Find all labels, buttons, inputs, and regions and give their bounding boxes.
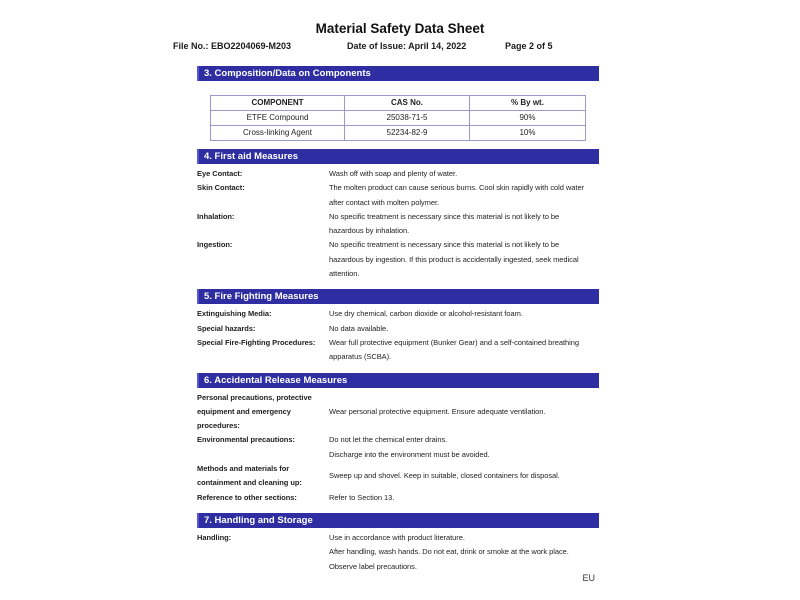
entry-label-line: Methods and materials for: [197, 464, 290, 474]
entry-label-line: containment and cleaning up:: [197, 478, 302, 488]
entry-value: [329, 167, 599, 181]
entry-row: [197, 391, 599, 434]
entry-label: [197, 210, 329, 224]
entry-label-line: Personal precautions, protective: [197, 392, 312, 402]
entry-label: [197, 322, 329, 336]
table-cell: 10%: [470, 126, 586, 141]
entry-label-line: Skin Contact:: [197, 183, 245, 193]
footer-region-mark: EU: [582, 573, 595, 583]
entry-value: [329, 469, 599, 483]
entry-value: [329, 433, 599, 462]
entry-label-line: Reference to other sections:: [197, 492, 297, 502]
table-row: [211, 126, 586, 141]
section-heading-bar: 4. First aid Measures: [197, 149, 599, 164]
entry-value-line: No data available.: [329, 323, 389, 333]
entry-label-line: Inhalation:: [197, 211, 235, 221]
file-number: File No.: EBO2204069-M203: [173, 41, 292, 51]
entry-value-line: Observe label precautions.: [329, 561, 417, 571]
table-header-cell: COMPONENT: [211, 96, 345, 111]
entry-label-line: Environmental precautions:: [197, 435, 295, 445]
sections: [197, 0, 599, 574]
entry-value: [329, 491, 599, 505]
section-heading-bar: 3. Composition/Data on Components: [197, 66, 599, 81]
entry-value-line: Use in accordance with product literature.: [329, 532, 465, 542]
section-entries: [197, 391, 599, 505]
table-cell: 52234-82-9: [345, 126, 470, 141]
entry-label: [197, 307, 329, 321]
table-cell: Cross-linking Agent: [211, 126, 345, 141]
entry-value: [329, 210, 599, 239]
entry-value-line: Wear full protective equipment (Bunker Gear) and a self-contained breathing: [329, 337, 580, 347]
entry-value-line: No specific treatment is necessary since this material is not likely to be: [329, 240, 560, 250]
entry-value-line: after contact with molten polymer.: [329, 197, 440, 207]
entry-label: [197, 391, 329, 434]
entry-row: [197, 531, 599, 574]
entry-label: [197, 167, 329, 181]
page-number: Page 2 of 5: [505, 41, 553, 51]
entry-value-line: Sweep up and shovel. Keep in suitable, closed containers for disposal.: [329, 471, 560, 481]
entry-row: [197, 491, 599, 505]
table-header-cell: % By wt.: [470, 96, 586, 111]
entry-value: [329, 531, 599, 574]
entry-value-line: hazardous by inhalation.: [329, 226, 410, 236]
entry-row: [197, 210, 599, 239]
entry-value-line: After handling, wash hands. Do not eat, drink or smoke at the work place.: [329, 547, 569, 557]
entry-label: [197, 238, 329, 252]
table-header-cell: CAS No.: [345, 96, 470, 111]
entry-value-line: Wear personal protective equipment. Ensure adequate ventilation.: [329, 406, 546, 416]
section-heading-bar: 7. Handling and Storage: [197, 513, 599, 528]
date-of-issue: Date of Issue: April 14, 2022: [347, 41, 467, 51]
entry-label: [197, 531, 329, 545]
table-header-row: [211, 96, 586, 111]
entry-label-line: procedures:: [197, 421, 240, 431]
entry-value: [329, 336, 599, 365]
entry-row: [197, 336, 599, 365]
entry-label: [197, 433, 329, 447]
entry-label-line: Special hazards:: [197, 323, 256, 333]
entry-label: [197, 462, 329, 491]
entry-label-line: equipment and emergency: [197, 406, 291, 416]
entry-label-line: Eye Contact:: [197, 169, 243, 178]
table-cell: 90%: [470, 111, 586, 126]
entry-label-line: Ingestion:: [197, 240, 233, 250]
entry-value-line: apparatus (SCBA).: [329, 352, 392, 362]
entry-row: [197, 433, 599, 462]
entry-value-line: Wash off with soap and plenty of water.: [329, 169, 458, 178]
section-heading-bar: 6. Accidental Release Measures: [197, 373, 599, 388]
entry-row: [197, 322, 599, 336]
composition-table-wrap: [210, 95, 599, 141]
page-title: Material Safety Data Sheet: [315, 21, 485, 36]
entry-value-line: attention.: [329, 269, 360, 279]
entry-value-line: hazardous by ingestion. If this product is accidentally ingested, seek medical: [329, 254, 579, 264]
table-cell: 25038-71-5: [345, 111, 470, 126]
entry-label: [197, 336, 329, 350]
section-entries: [197, 167, 599, 281]
entry-label: [197, 181, 329, 195]
entry-value-line: Discharge into the environment must be avoided.: [329, 449, 490, 459]
entry-label: [197, 491, 329, 505]
table-cell: ETFE Compound: [211, 111, 345, 126]
entry-value-line: No specific treatment is necessary since this material is not likely to be: [329, 211, 560, 221]
entry-value: [329, 405, 599, 419]
entry-value-line: Refer to Section 13.: [329, 492, 395, 502]
entry-row: [197, 238, 599, 281]
entry-row: [197, 167, 599, 181]
entry-value-line: Do not let the chemical enter drains.: [329, 435, 448, 445]
composition-table: [210, 95, 586, 141]
entry-value: [329, 181, 599, 210]
entry-label-line: Special Fire-Fighting Procedures:: [197, 337, 316, 347]
table-row: [211, 111, 586, 126]
entry-row: [197, 462, 599, 491]
entry-label-line: Extinguishing Media:: [197, 309, 272, 319]
entry-value: [329, 322, 599, 336]
section-entries: [197, 531, 599, 574]
entry-value: [329, 307, 599, 321]
entry-label-line: Handling:: [197, 532, 232, 542]
entry-row: [197, 307, 599, 321]
entry-value: [329, 238, 599, 281]
entry-value-line: Use dry chemical, carbon dioxide or alcohol-resistant foam.: [329, 309, 523, 319]
section-entries: [197, 307, 599, 364]
entry-row: [197, 181, 599, 210]
entry-value-line: The molten product can cause serious burns. Cool skin rapidly with cold water: [329, 183, 585, 193]
section-heading-bar: 5. Fire Fighting Measures: [197, 289, 599, 304]
